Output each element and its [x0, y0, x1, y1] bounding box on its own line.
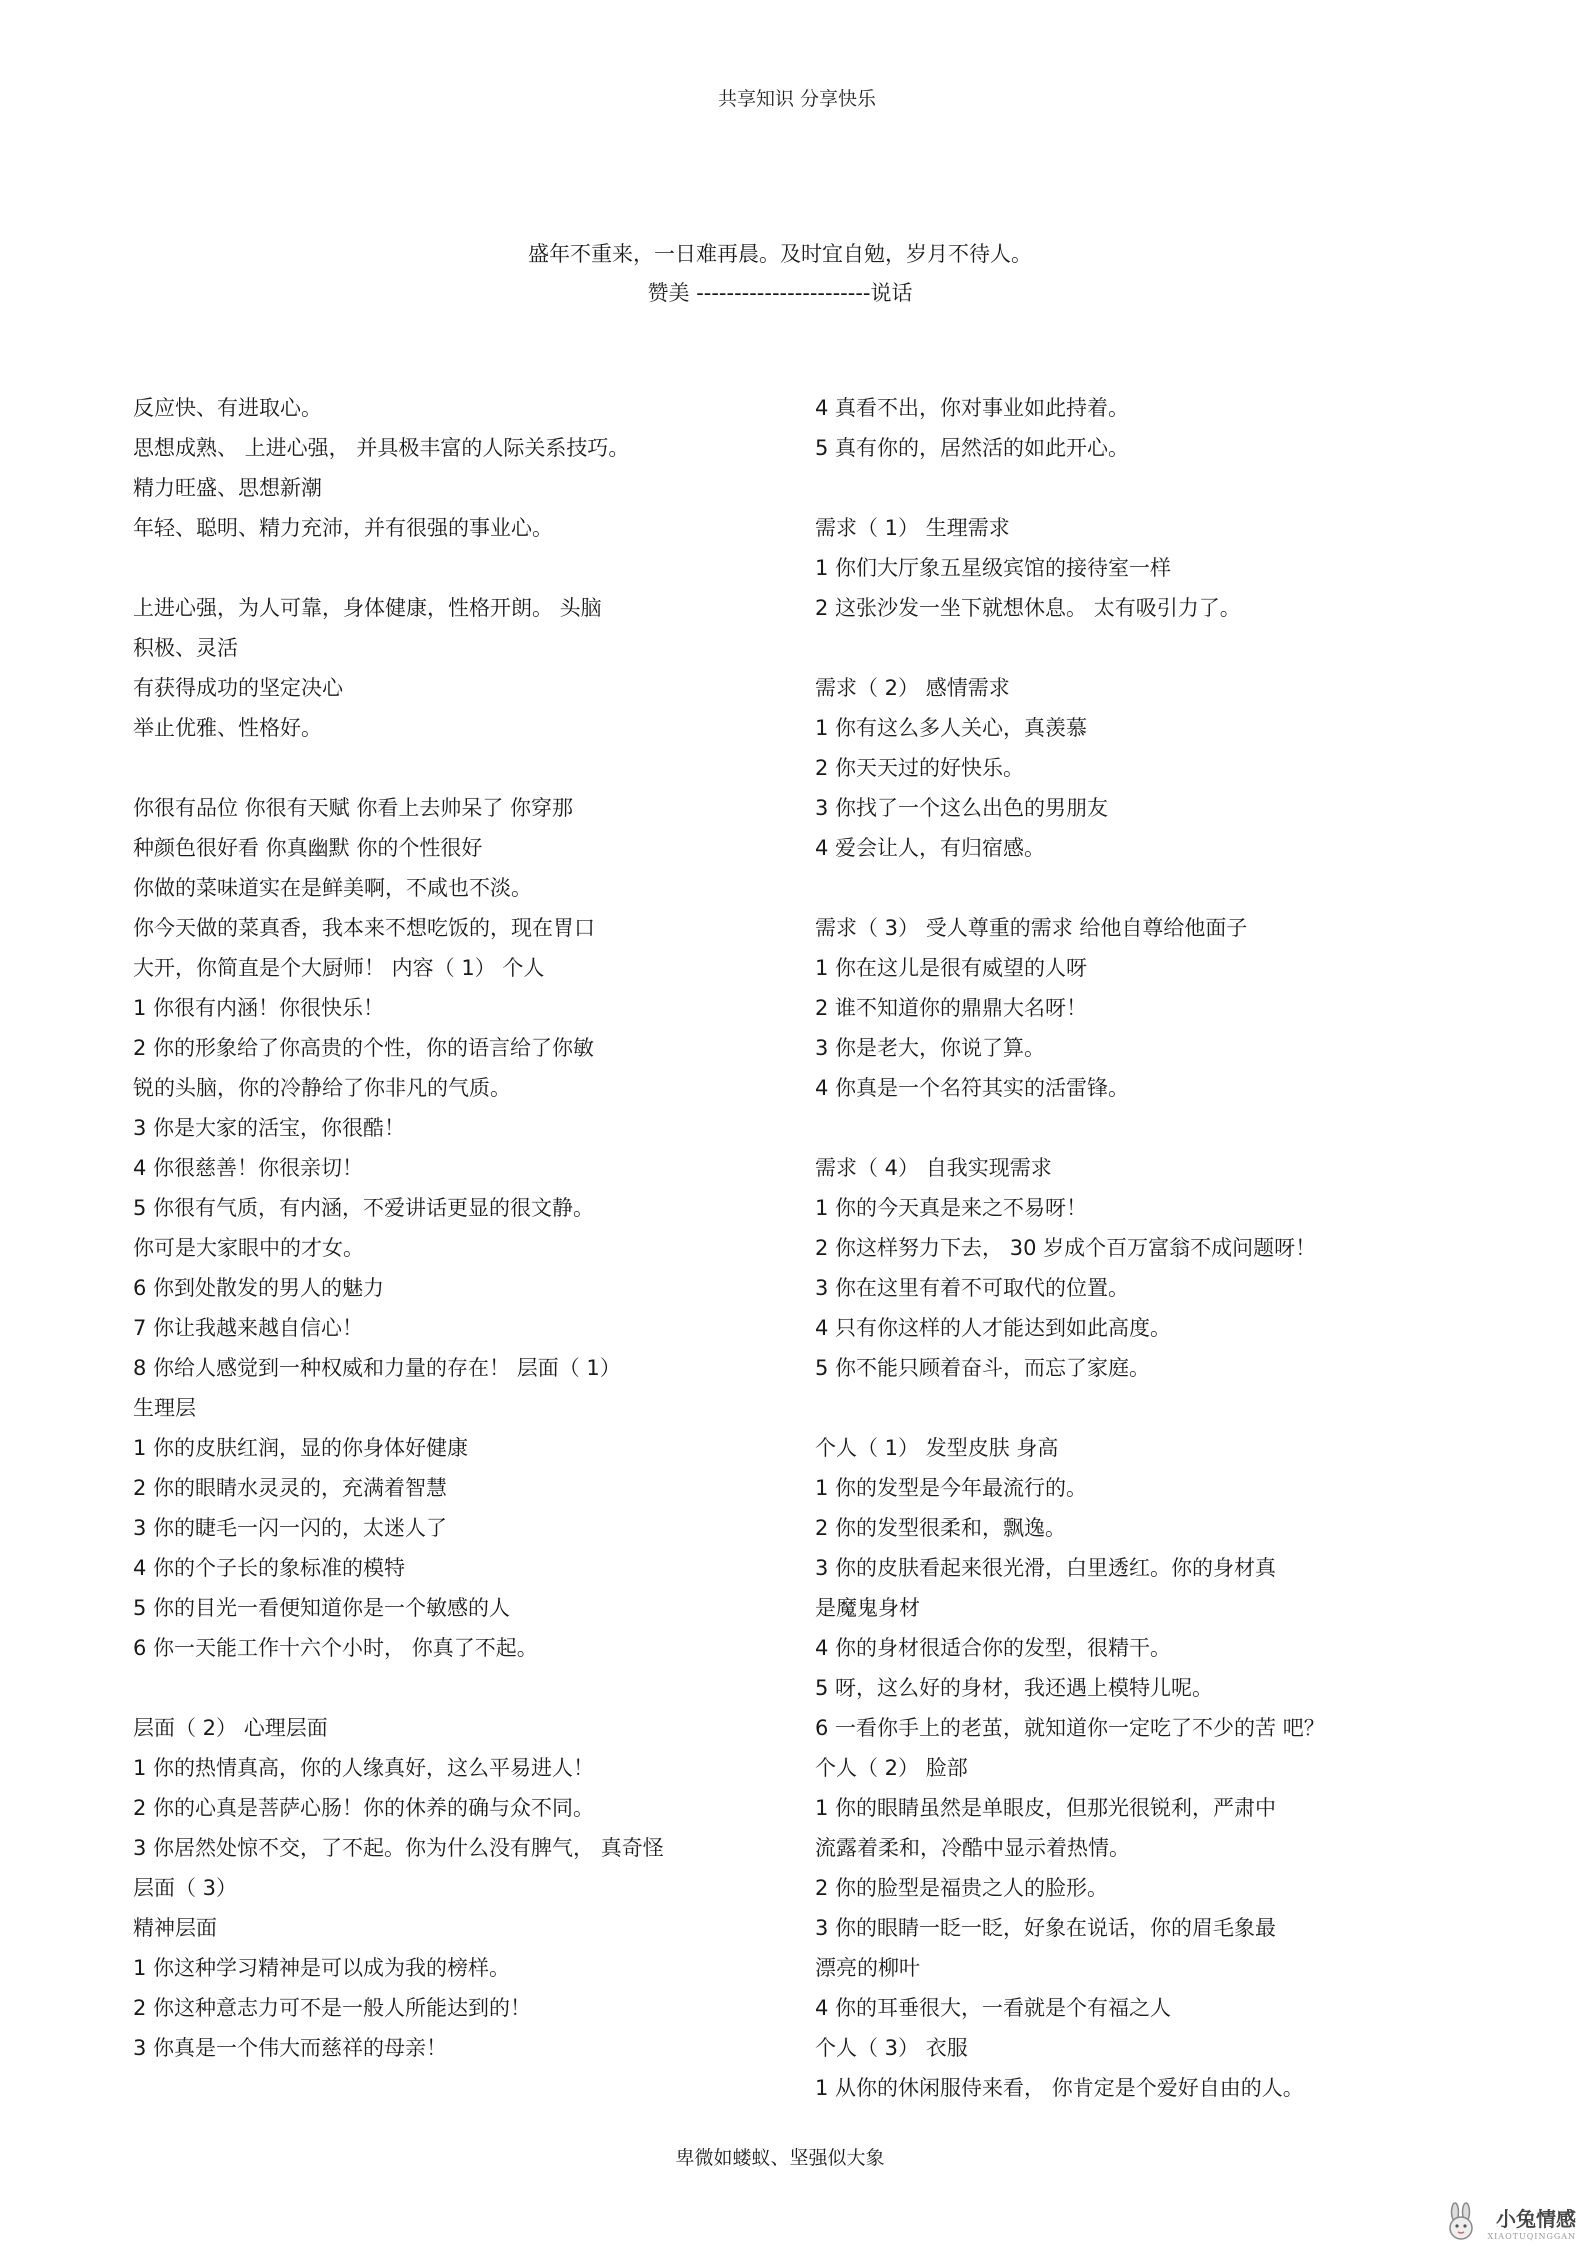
text-line: 2 你的脸型是福贵之人的脸形。 [815, 1876, 1109, 1900]
text-line: 2 你这样努力下去， 30 岁成个百万富翁不成问题呀！ [815, 1236, 1317, 1260]
paragraph-gap [815, 1108, 1515, 1148]
text-line: 1 你的眼睛虽然是单眼皮，但那光很锐利，严肃中 [815, 1796, 1277, 1820]
motto [0, 235, 1560, 313]
text-line: 4 你真是一个名符其实的活雷锋。 [815, 1076, 1130, 1100]
motto-line-2: 赞美 -----------------------说话 [647, 281, 913, 305]
text-line: 1 你们大厅象五星级宾馆的接待室一样 [815, 556, 1172, 580]
paragraph-gap [815, 1388, 1515, 1428]
text-line: 5 你很有气质，有内涵，不爱讲话更显的很文静。 [133, 1196, 595, 1220]
paragraph-gap [133, 1668, 773, 1708]
text-line: 3 你的皮肤看起来很光滑，白里透红。你的身材真 [815, 1556, 1277, 1580]
page-footer: 卑微如蝼蚁、坚强似大象 [675, 2147, 885, 2169]
text-line: 4 真看不出，你对事业如此持着。 [815, 396, 1130, 420]
text-line: 2 你的心真是菩萨心肠！你的休养的确与众不同。 [133, 1796, 595, 1820]
text-line: 3 你找了一个这么出色的男朋友 [815, 796, 1109, 820]
text-line: 精神层面 [133, 1916, 217, 1940]
watermark-subtitle: XIAOTUQINGGAN [1487, 2232, 1576, 2241]
text-line: 6 一看你手上的老茧，就知道你一定吃了不少的苦 吧？ [815, 1716, 1325, 1740]
text-line: 6 你一天能工作十六个小时， 你真了不起。 [133, 1636, 538, 1660]
text-line: 1 你的热情真高，你的人缘真好，这么平易进人！ [133, 1756, 595, 1780]
text-line: 4 你的个子长的象标准的模特 [133, 1556, 406, 1580]
text-line: 精力旺盛、思想新潮 [133, 476, 322, 500]
text-line: 5 真有你的，居然活的如此开心。 [815, 436, 1130, 460]
text-line: 你今天做的菜真香，我本来不想吃饭的，现在胃口 [133, 916, 595, 940]
text-line: 需求（ 1） 生理需求 [815, 516, 1010, 540]
text-line: 3 你的眼睛一眨一眨，好象在说话，你的眉毛象最 [815, 1916, 1277, 1940]
text-line: 层面（ 2） 心理层面 [133, 1716, 328, 1740]
paragraph-gap [133, 748, 773, 788]
text-line: 你做的菜味道实在是鲜美啊，不咸也不淡。 [133, 876, 532, 900]
watermark [1441, 2202, 1576, 2242]
text-line: 1 你这种学习精神是可以成为我的榜样。 [133, 1956, 511, 1980]
text-line: 4 你的身材很适合你的发型，很精干。 [815, 1636, 1172, 1660]
text-line: 个人（ 3） 衣服 [815, 2036, 968, 2060]
text-line: 3 你是老大，你说了算。 [815, 1036, 1046, 1060]
text-line: 生理层 [133, 1396, 196, 1420]
text-line: 4 你很慈善！你很亲切！ [133, 1156, 364, 1180]
text-line: 是魔鬼身材 [815, 1596, 920, 1620]
text-line: 需求（ 4） 自我实现需求 [815, 1156, 1052, 1180]
text-line: 1 你很有内涵！你很快乐！ [133, 996, 385, 1020]
text-line: 个人（ 1） 发型皮肤 身高 [815, 1436, 1059, 1460]
text-line: 层面（ 3） [133, 1876, 238, 1900]
text-line: 1 你有这么多人关心，真羡慕 [815, 716, 1088, 740]
right-column [815, 388, 1515, 2108]
paragraph-gap [815, 468, 1515, 508]
text-line: 2 你的眼睛水灵灵的，充满着智慧 [133, 1476, 448, 1500]
text-line: 举止优雅、性格好。 [133, 716, 322, 740]
text-line: 2 谁不知道你的鼎鼎大名呀！ [815, 996, 1088, 1020]
text-line: 3 你居然处惊不交，了不起。你为什么没有脾气， 真奇怪 [133, 1836, 664, 1860]
page-header: 共享知识 分享快乐 [717, 88, 877, 110]
text-line: 思想成熟、 上进心强， 并具极丰富的人际关系技巧。 [133, 436, 630, 460]
text-line: 8 你给人感觉到一种权威和力量的存在！ 层面（ 1） [133, 1356, 621, 1380]
text-line: 5 你不能只顾着奋斗，而忘了家庭。 [815, 1356, 1151, 1380]
text-line: 5 你的目光一看便知道你是一个敏感的人 [133, 1596, 511, 1620]
text-line: 年轻、聪明、精力充沛，并有很强的事业心。 [133, 516, 553, 540]
text-line: 3 你在这里有着不可取代的位置。 [815, 1276, 1130, 1300]
paragraph-gap [815, 868, 1515, 908]
text-line: 1 你的皮肤红润，显的你身体好健康 [133, 1436, 469, 1460]
text-line: 大开，你简直是个大厨师！ 内容（ 1） 个人 [133, 956, 545, 980]
text-line: 2 你天天过的好快乐。 [815, 756, 1025, 780]
text-line: 2 你这种意志力可不是一般人所能达到的！ [133, 1996, 532, 2020]
text-line: 1 你的今天真是来之不易呀！ [815, 1196, 1088, 1220]
text-line: 锐的头脑，你的冷静给了你非凡的气质。 [133, 1076, 511, 1100]
text-line: 需求（ 3） 受人尊重的需求 给他自尊给他面子 [815, 916, 1248, 940]
text-line: 需求（ 2） 感情需求 [815, 676, 1010, 700]
motto-line-1: 盛年不重来，一日难再晨。及时宜自勉，岁月不待人。 [528, 242, 1032, 266]
text-line: 种颜色很好看 你真幽默 你的个性很好 [133, 836, 483, 860]
text-line: 3 你的睫毛一闪一闪的，太迷人了 [133, 1516, 448, 1540]
text-line: 漂亮的柳叶 [815, 1956, 920, 1980]
text-line: 4 你的耳垂很大，一看就是个有福之人 [815, 1996, 1172, 2020]
text-line: 你很有品位 你很有天赋 你看上去帅呆了 你穿那 [133, 796, 574, 820]
text-line: 1 从你的休闲服侍来看， 你肯定是个爱好自由的人。 [815, 2076, 1304, 2100]
text-line: 1 你的发型是今年最流行的。 [815, 1476, 1088, 1500]
text-line: 流露着柔和，冷酷中显示着热情。 [815, 1836, 1130, 1860]
text-line: 2 这张沙发一坐下就想休息。 太有吸引力了。 [815, 596, 1241, 620]
text-line: 3 你是大家的活宝，你很酷！ [133, 1116, 406, 1140]
paragraph-gap [815, 628, 1515, 668]
text-line: 有获得成功的坚定决心 [133, 676, 343, 700]
text-line: 4 爱会让人，有归宿感。 [815, 836, 1046, 860]
text-line: 4 只有你这样的人才能达到如此高度。 [815, 1316, 1172, 1340]
text-line: 2 你的发型很柔和，飘逸。 [815, 1516, 1067, 1540]
text-line: 你可是大家眼中的才女。 [133, 1236, 364, 1260]
paragraph-gap [133, 548, 773, 588]
text-line: 1 你在这儿是很有威望的人呀 [815, 956, 1088, 980]
text-line: 6 你到处散发的男人的魅力 [133, 1276, 385, 1300]
watermark-title: 小兔情感 [1496, 2207, 1576, 2231]
text-line: 个人（ 2） 脸部 [815, 1756, 968, 1780]
text-line: 上进心强，为人可靠，身体健康，性格开朗。 头脑 [133, 596, 602, 620]
text-line: 积极、灵活 [133, 636, 238, 660]
text-line: 7 你让我越来越自信心！ [133, 1316, 364, 1340]
text-line: 2 你的形象给了你高贵的个性，你的语言给了你敏 [133, 1036, 595, 1060]
left-column [133, 388, 773, 2068]
text-line: 5 呀，这么好的身材，我还遇上模特儿呢。 [815, 1676, 1214, 1700]
text-line: 反应快、有进取心。 [133, 396, 322, 420]
text-line: 3 你真是一个伟大而慈祥的母亲！ [133, 2036, 448, 2060]
rabbit-logo-icon [1441, 2202, 1481, 2242]
